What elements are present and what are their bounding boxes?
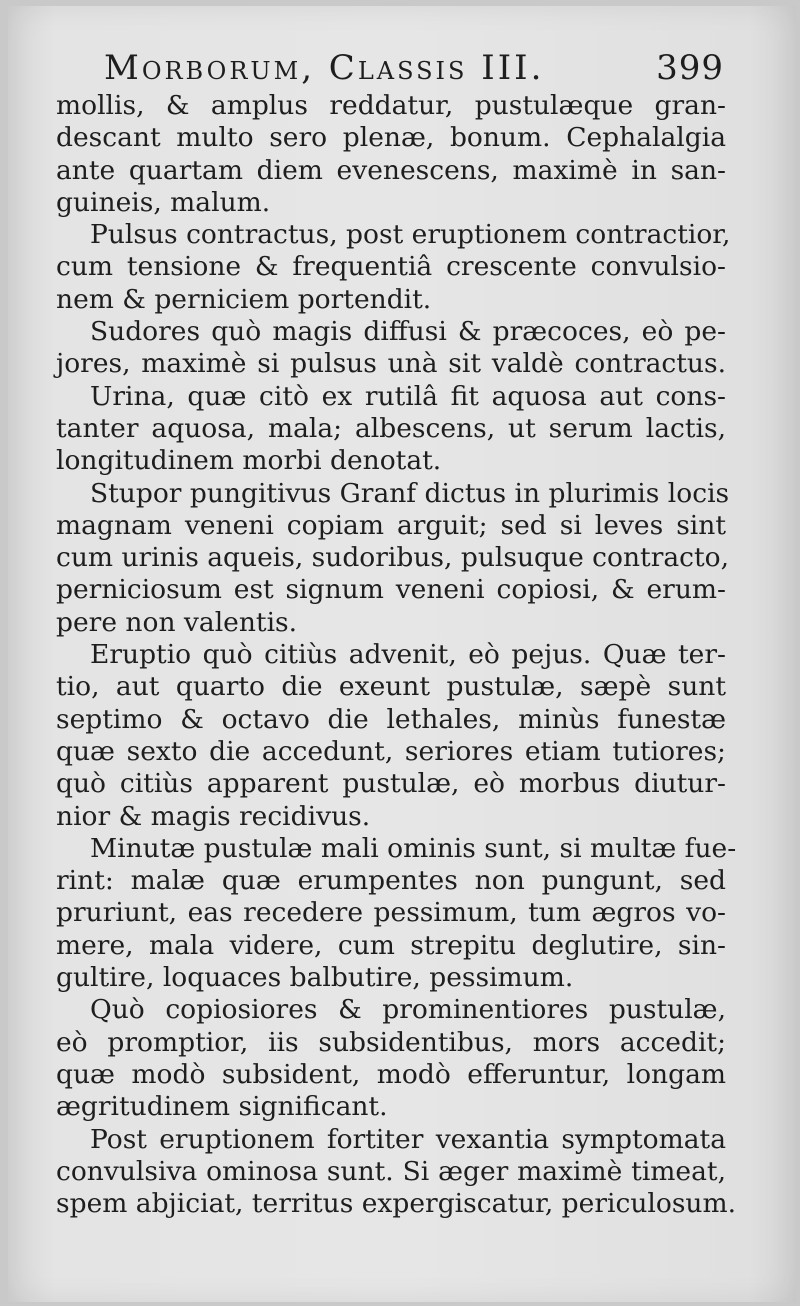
text-line: tio, aut quarto die exeunt pustulæ, sæpè sunt [56, 671, 726, 703]
page-number: 399 [656, 48, 724, 88]
paragraph [56, 639, 726, 833]
paragraph [56, 994, 726, 1123]
text-line: pere non valentis. [56, 606, 298, 638]
page-header [104, 46, 724, 90]
text-line: cum urinis aqueis, sudoribus, pulsuque contracto, [56, 542, 730, 574]
text-line: mollis, & amplus reddatur, pustulæque gran- [56, 90, 726, 121]
text-line: Post eruptionem fortiter vexantia symptomata [90, 1123, 726, 1155]
text-line: gultire, loquaces balbutire, pessimum. [56, 962, 574, 994]
body-text [56, 90, 737, 1220]
paragraph [56, 381, 726, 478]
paragraph [56, 90, 726, 219]
paragraph [56, 477, 730, 639]
text-line: perniciosum est signum veneni copiosi, & erum- [56, 574, 726, 606]
text-line: Urina, quæ citò ex rutilâ fit aquosa aut cons- [90, 380, 726, 412]
text-line: septimo & octavo die lethales, minùs funestæ [56, 703, 726, 735]
running-title: Morborum, Classis III. [104, 48, 545, 88]
text-line: longitudinem morbi denotat. [56, 445, 442, 477]
text-line: magnam veneni copiam arguit; sed si leves sint [56, 509, 726, 541]
paragraph [56, 316, 726, 381]
text-line: Stupor pungitivus Granf dictus in plurimis locis [90, 477, 730, 509]
text-line: quæ sexto die accedunt, seriores etiam tutiores; [56, 735, 726, 767]
text-line: mere, mala videre, cum strepitu deglutire, sin- [56, 929, 726, 961]
text-line: pruriunt, eas recedere pessimum, tum ægros vo- [56, 897, 726, 929]
text-line: quæ modò subsident, modò efferuntur, longam [56, 1058, 726, 1090]
text-line: rint: malæ quæ erumpentes non pungunt, sed [56, 865, 726, 897]
text-line: nior & magis recidivus. [56, 800, 371, 832]
paragraph [56, 219, 731, 316]
text-line: Eruptio quò citiùs advenit, eò pejus. Quæ ter- [90, 639, 726, 671]
text-line: Quò copiosiores & prominentiores pustulæ, [90, 994, 726, 1026]
text-line: Pulsus contractus, post eruptionem contractior, [90, 219, 731, 251]
text-line: ante quartam diem evenescens, maximè in san- [56, 154, 726, 186]
text-line: eò promptior, iis subsidentibus, mors accedit; [56, 1026, 726, 1058]
paragraph [56, 1123, 737, 1221]
book-page [8, 6, 796, 1302]
text-line: guineis, malum. [56, 186, 271, 218]
text-line: ægritudinem significant. [56, 1091, 388, 1123]
text-line: cum tensione & frequentiâ crescente convulsio- [56, 251, 726, 283]
text-line: spem abjiciat, territus expergiscatur, periculosum. [56, 1188, 737, 1220]
text-line: jores, maximè si pulsus unà sit valdè contractus. [56, 348, 726, 380]
text-line: tanter aquosa, mala; albescens, ut serum lactis, [56, 412, 726, 444]
text-line: quò citiùs apparent pustulæ, eò morbus diutur- [56, 768, 726, 800]
text-line: Minutæ pustulæ mali ominis sunt, si multæ fue- [90, 832, 737, 864]
text-line: convulsiva ominosa sunt. Si æger maximè timeat, [56, 1155, 726, 1187]
text-line: descant multo sero plenæ, bonum. Cephalalgia [56, 122, 726, 154]
text-line: Sudores quò magis diffusi & præcoces, eò pe- [90, 316, 726, 348]
paragraph [56, 832, 737, 994]
text-line: nem & perniciem portendit. [56, 283, 432, 315]
